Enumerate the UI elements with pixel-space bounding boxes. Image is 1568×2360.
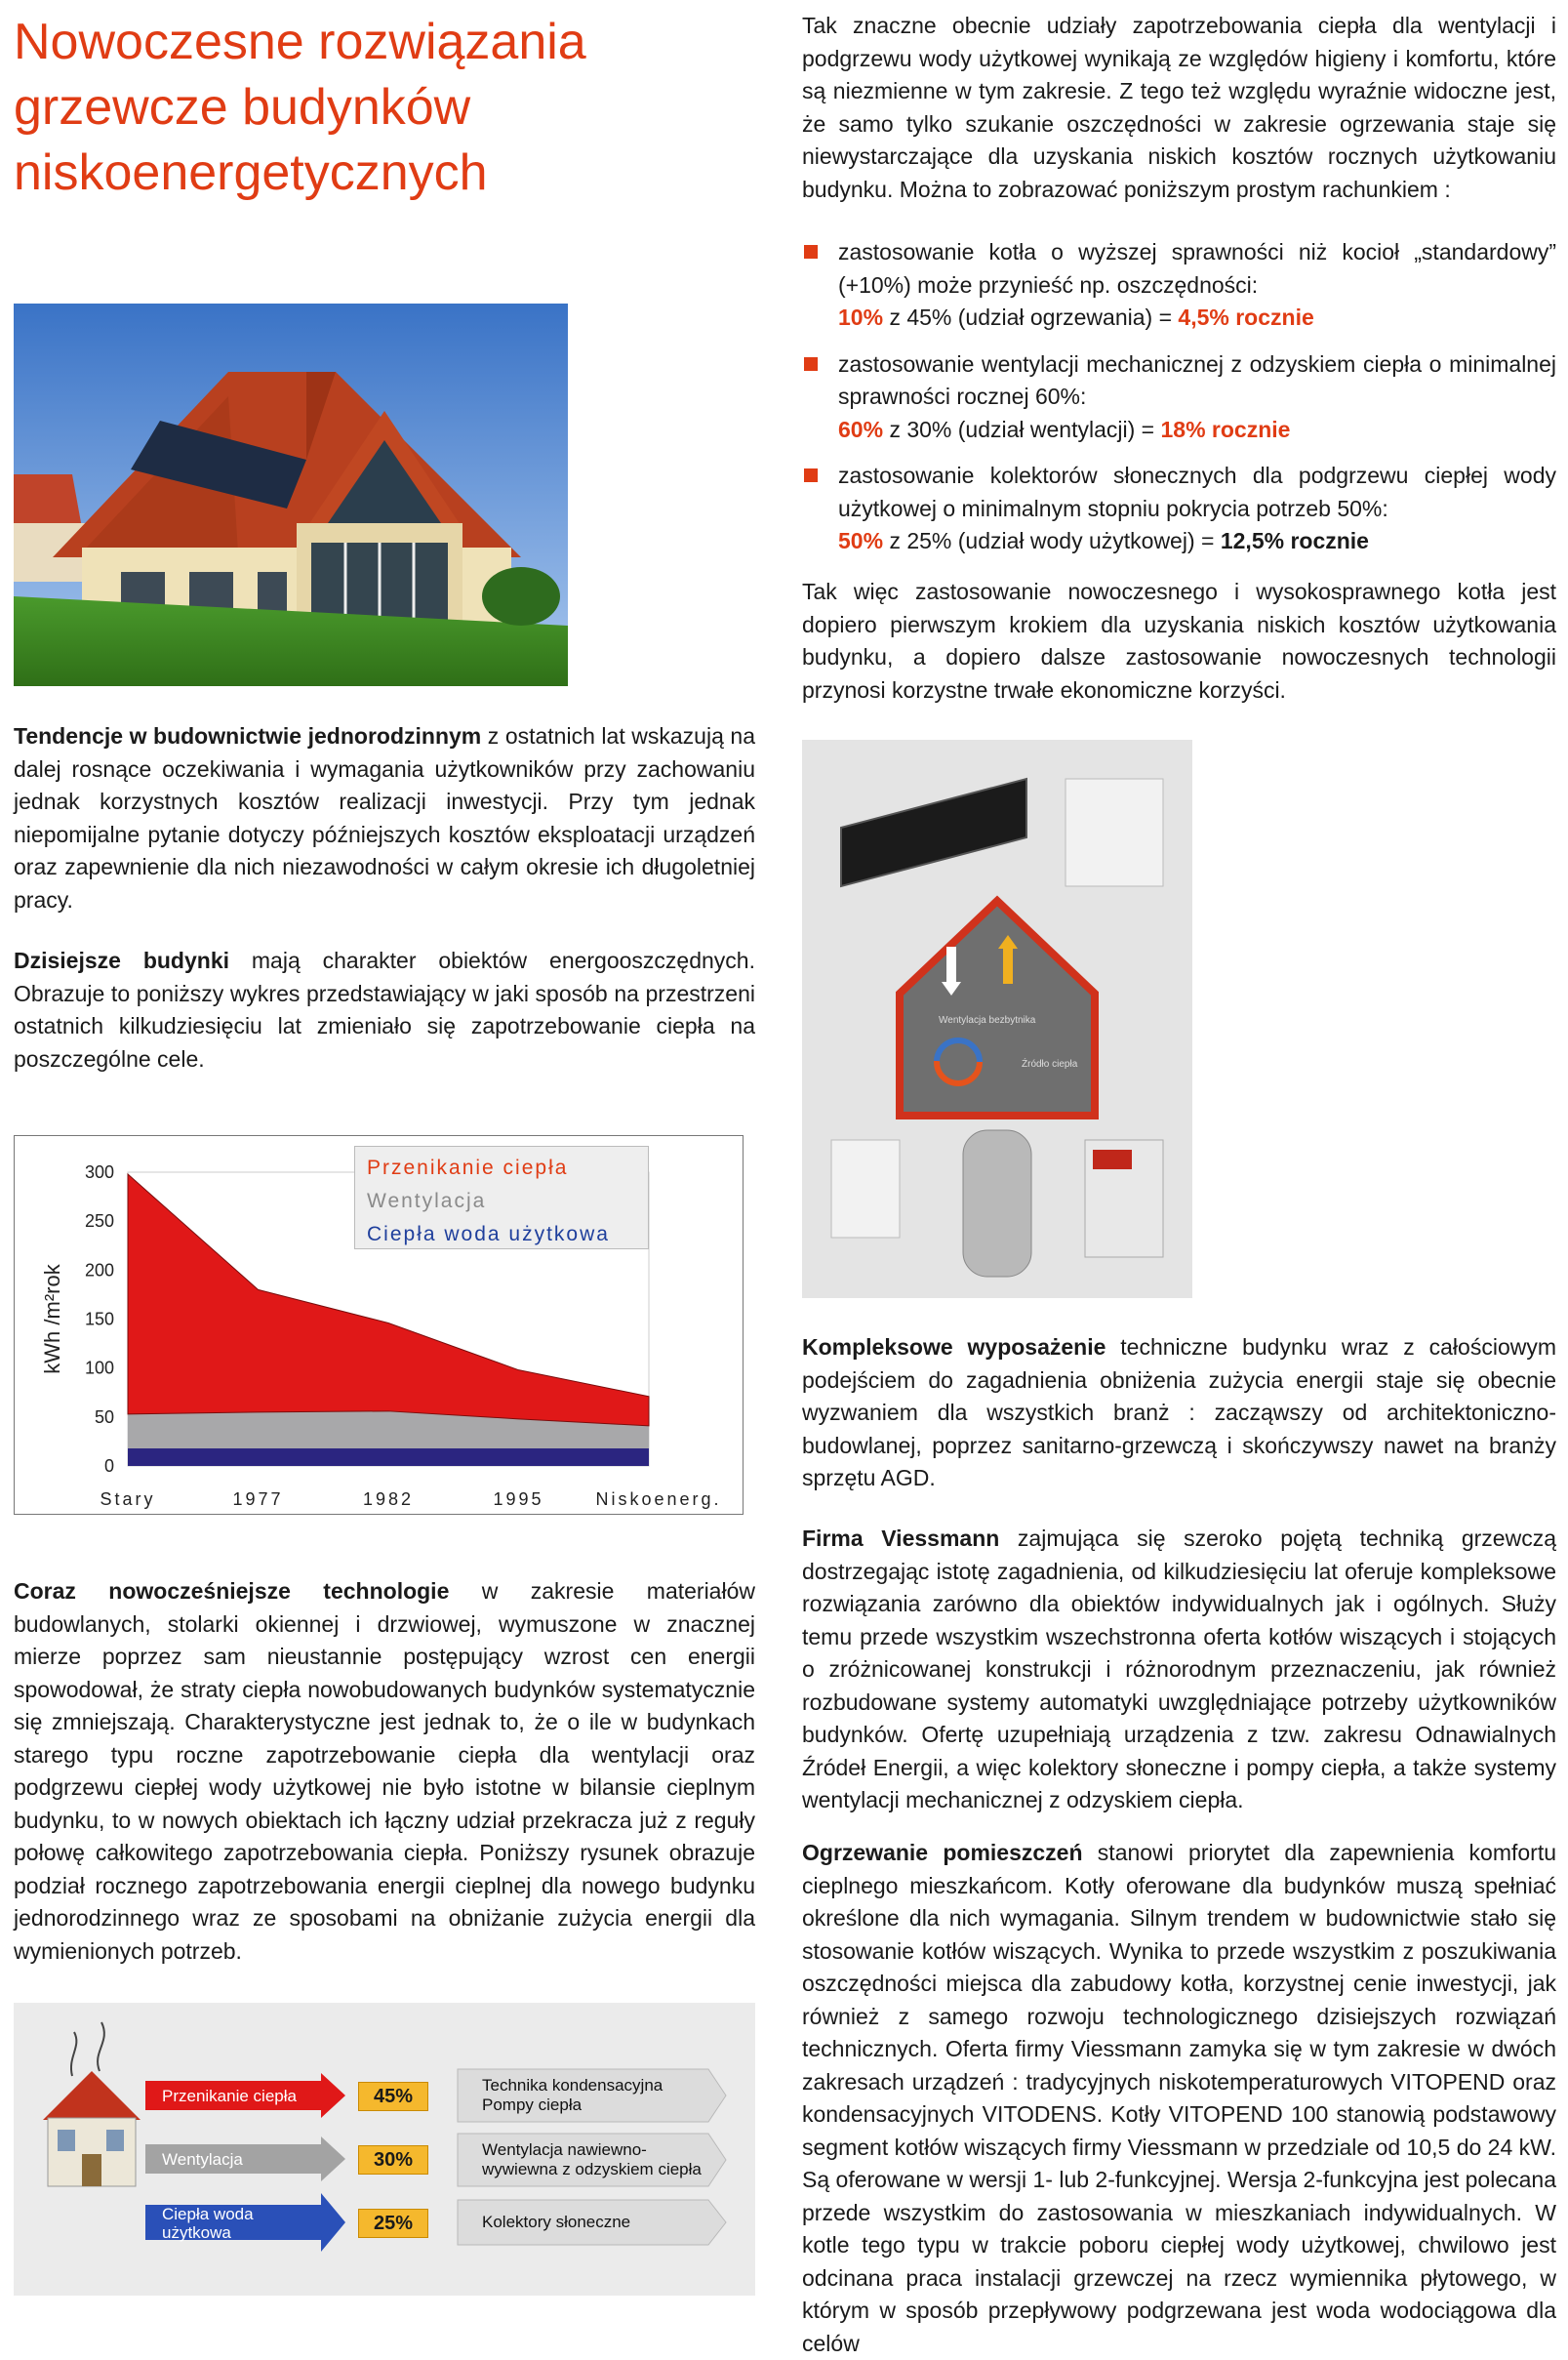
measure-transmission: Technika kondensacyjna Pompy ciepła — [482, 2076, 663, 2114]
calc-percent: 60% — [838, 416, 884, 442]
heating-text: stanowi priorytet dla zapewnienia komfortu cieplnego mieszkańcom. Kotły oferowane dla budynków muszą spełniać określone dla nich wymagania. Silnym trendem w budownictwie stało się stosowanie kotłów wiszących. Wynika to przede wszystkim z poszukiwania oszczędności miejsca dla zabudowy kotła, korzystnej cenie inwestycji, jak również z samego rozwoju technologicznego dzisiejszych rozwiązań technicznych. Oferta firmy Viessmann zamyka się w tym zakresie w dwóch zakresach urządzeń : tradycyjnych niskotemperaturowych VITOPEND oraz kondensacyjnych VITODENS. Kotły VITOPEND 100 stanowią podstawowy segment kotłów wiszących firmy Viessmann w przedziale od 10,5 do 24 kW. Są oferowane w wersji 1- lub 2-funkcyjnej. Wersja 2-funkcyjna jest polecana przede wszystkim do zastosowania w mieszkaniach indywidualnych. W kotle tego typu w trakcie poboru ciepłej wody użytkowej, chwilowo jest odcinana praca instalacji grzewczej na rzecz wymiennika płytowego, w którym w sposób przepływowy podgrzewana jest woda wodociągowa dla celów — [802, 1840, 1557, 2356]
calc-period: rocznie — [1290, 528, 1369, 553]
title-line-1: Nowoczesne rozwiązania — [14, 14, 586, 70]
bullet-calculation — [838, 525, 1556, 558]
title-line-2: grzewcze budynków — [14, 79, 471, 136]
house-outline-icon — [900, 901, 1095, 1116]
bullet-square-icon — [804, 468, 818, 482]
heating-paragraph — [802, 1837, 1556, 2360]
calc-percent: 10% — [838, 305, 884, 330]
bullet-calculation — [838, 414, 1556, 447]
viessmann-paragraph — [802, 1523, 1556, 1817]
bullet-square-icon — [804, 245, 818, 259]
product-system-illustration — [802, 740, 1192, 1298]
chart-legend — [354, 1146, 649, 1249]
split-label-ventilation: Wentylacja — [162, 2150, 243, 2169]
technologies-heading: Coraz nowocześniejsze technologie — [14, 1578, 450, 1604]
calc-percent: 50% — [838, 528, 884, 553]
small-house-icon — [43, 2071, 141, 2120]
solar-collector-icon — [841, 779, 1026, 886]
y-tick-label: 250 — [84, 1211, 114, 1232]
y-tick-label: 300 — [84, 1162, 114, 1182]
y-tick-label: 100 — [84, 1358, 114, 1378]
x-tick-label: Niskoenerg. — [595, 1489, 722, 1509]
y-tick-label: 150 — [84, 1309, 114, 1329]
bullet-item — [802, 348, 1556, 447]
house-label-ventilation: Wentylacja bezbytnika — [939, 1015, 1036, 1026]
legend-item-hot-water: Ciepła woda użytkowa — [367, 1223, 610, 1245]
buildings-heading: Dzisiejsze budynki — [14, 948, 229, 973]
pct-hot-water: 25% — [358, 2209, 428, 2238]
y-tick-label: 0 — [103, 1456, 114, 1476]
legend-item-transmission: Przenikanie ciepła — [367, 1157, 569, 1179]
bullet-text: zastosowanie wentylacji mechanicznej z odzyskiem ciepła o minimalnej sprawności rocznej 60%: — [838, 350, 1556, 409]
viessmann-heading: Firma Viessmann — [802, 1526, 1000, 1551]
ventilation-unit-icon — [1065, 779, 1163, 886]
equipment-heading: Kompleksowe wyposażenie — [802, 1334, 1106, 1360]
bullet-text: zastosowanie kolektorów słonecznych dla podgrzewu ciepłej wody użytkowej o minimalnym stopniu pokrycia potrzeb 50%: — [838, 463, 1556, 521]
calc-period: rocznie — [1211, 416, 1291, 442]
legend-item-ventilation: Wentylacja — [367, 1190, 487, 1212]
area-series-0 — [128, 1448, 649, 1466]
wall-boiler-icon — [831, 1140, 900, 1238]
energy-split-diagram — [14, 2003, 755, 2296]
y-axis-label: kWh /m²rok — [40, 1264, 64, 1374]
x-tick-label: 1982 — [362, 1489, 415, 1509]
heating-heading: Ogrzewanie pomieszczeń — [802, 1840, 1083, 1865]
y-tick-label: 200 — [84, 1260, 114, 1281]
bullet-text: zastosowanie kotła o wyższej sprawności niż kocioł „standardowy” (+10%) może przynieść np. oszczędności: — [838, 239, 1556, 298]
split-label-transmission: Przenikanie ciepła — [162, 2087, 297, 2105]
bullet-square-icon — [804, 357, 818, 371]
technologies-text: w zakresie materiałów budowlanych, stolarki okiennej i drzwiowej, wymuszone w znacznej mierze poprzez sam nieustannie postępujący wzrost cen energii spowodował, że straty ciepła nowobudowanych budynków systematycznie się zmniejszają. Charakterystyczne jest jednak to, że o ile w budynkach starego typu roczne zapotrzebowanie ciepła dla wentylacji oraz podgrzewu ciepłej wody użytkowej nie było istotne w bilansie cieplnym budynku, to w nowych obiektach ich łączny udział przekracza już z reguły połowę całkowitego zapotrzebowania ciepła. Poniższy rysunek obrazuje podział rocznego zapotrzebowania energii cieplnej dla nowego budynku jednorodzinnego wraz ze sposobami na obniżanie zużycia energii dla wymienionych potrzeb. — [14, 1578, 755, 1964]
bullet-item — [802, 236, 1556, 335]
technologies-paragraph — [14, 1575, 755, 1968]
x-tick-label: Stary — [100, 1489, 156, 1509]
title-line-3: niskoenergetycznych — [14, 144, 488, 201]
buildings-text: mają charakter obiektów energooszczędnych. Obrazuje to poniższy wykres przedstawiający w jaki sposób na przestrzeni ostatnich kilkudziesięciu lat zmieniało się zapotrzebowanie ciepła na poszczególne cele. — [14, 948, 755, 1072]
bullet-item — [802, 460, 1556, 558]
heat-demand-chart — [14, 1135, 744, 1515]
viessmann-text: zajmująca się szeroko pojętą techniką grzewczą dostrzegając istotę zagadnienia, od kilkudziesięciu lat oferuje kompleksowe rozwiązania zarówno dla obiektów indywidualnych jak i ogólnych. Służy temu przede wszystkim wszechstronna oferta kotłów wiszących i stojących o zróżnicowanej konstrukcji i różnorodnym przeznaczeniu, jak również rozbudowane systemy automatyki uwzględniające potrzeby użytkowników budynków. Ofertę uzupełniają urządzenia z tzw. zakresu Odnawialnych Źródeł Energii, a więc kolektory słoneczne i pompy ciepła, a także systemy wentylacji mechanicznej z odzyskiem ciepła. — [802, 1526, 1556, 1812]
split-label-hot-water: Ciepła woda użytkowa — [162, 2205, 254, 2242]
calc-middle: z 30% (udział wentylacji) = — [889, 416, 1155, 442]
calc-result: 12,5% — [1220, 528, 1285, 553]
trends-paragraph — [14, 720, 755, 916]
equipment-text: techniczne budynku wraz z całościowym podejściem do zagadnienia obniżenia zużycia energii staje się obecnie wyzwaniem dla wszystkich branż : zacząwszy od architektoniczno-budowlanej, poprzez sanitarno-grzewczą i skończywszy nawet na branży sprzętu AGD. — [802, 1334, 1557, 1490]
x-tick-label: 1995 — [493, 1489, 544, 1509]
measure-ventilation: Wentylacja nawiewno- wywiewna z odzyskiem ciepła — [482, 2140, 702, 2178]
savings-bullet-list — [802, 236, 1556, 566]
trends-text: z ostatnich lat wskazują na dalej rosnące oczekiwania i wymagania użytkowników przy zachowaniu jednak korzystnych kosztów realizacji inwestycji. Przy tym jednak niepomijalne pytanie dotyczy późniejszych kosztów eksploatacji urządzeń oraz zapewnienie dla nich niezawodności w całym okresie ich długoletniej pracy. — [14, 723, 755, 913]
trends-heading: Tendencje w budownictwie jednorodzinnym — [14, 723, 482, 749]
house-label-source: Źródło ciepła — [1022, 1059, 1078, 1070]
y-tick-label: 50 — [94, 1406, 114, 1427]
equipment-paragraph — [802, 1331, 1556, 1495]
conclusion-paragraph: Tak więc zastosowanie nowoczesnego i wysokosprawnego kotła jest dopiero pierwszym krokiem dla uzyskania niskich kosztów użytkowania budynku, a dopiero dalsze zastosowanie nowoczesnych technologii przynosi korzystne trwałe ekonomiczne korzyści. — [802, 579, 1556, 703]
calc-result: 18% — [1160, 416, 1206, 442]
intro-paragraph: Tak znaczne obecnie udziały zapotrzebowania ciepła dla wentylacji i podgrzewu wody użytkowej wynikają ze względów higieny i komfortu, które są niezmienne w tym zakresie. Z tego też względu wyraźnie widoczne jest, że samo tylko szukanie oszczędności w zakresie ogrzewania staje się niewystarczające dla uzyskania niskich kosztów rocznych użytkowaniu budynku. Można to zobrazować poniższym prostym rachunkiem : — [802, 13, 1556, 202]
pct-transmission: 45% — [358, 2082, 428, 2111]
hot-water-cylinder-icon — [963, 1130, 1031, 1277]
house-photo — [14, 304, 568, 686]
calc-middle: z 45% (udział ogrzewania) = — [889, 305, 1173, 330]
buildings-paragraph — [14, 945, 755, 1076]
pct-ventilation: 30% — [358, 2145, 428, 2175]
bullet-calculation — [838, 302, 1556, 335]
calc-middle: z 25% (udział wody użytkowej) = — [889, 528, 1215, 553]
measure-hot-water: Kolektory słoneczne — [482, 2213, 631, 2231]
x-tick-label: 1977 — [232, 1489, 284, 1509]
calc-result: 4,5% — [1178, 305, 1229, 330]
page-title — [14, 10, 755, 206]
calc-period: rocznie — [1235, 305, 1314, 330]
